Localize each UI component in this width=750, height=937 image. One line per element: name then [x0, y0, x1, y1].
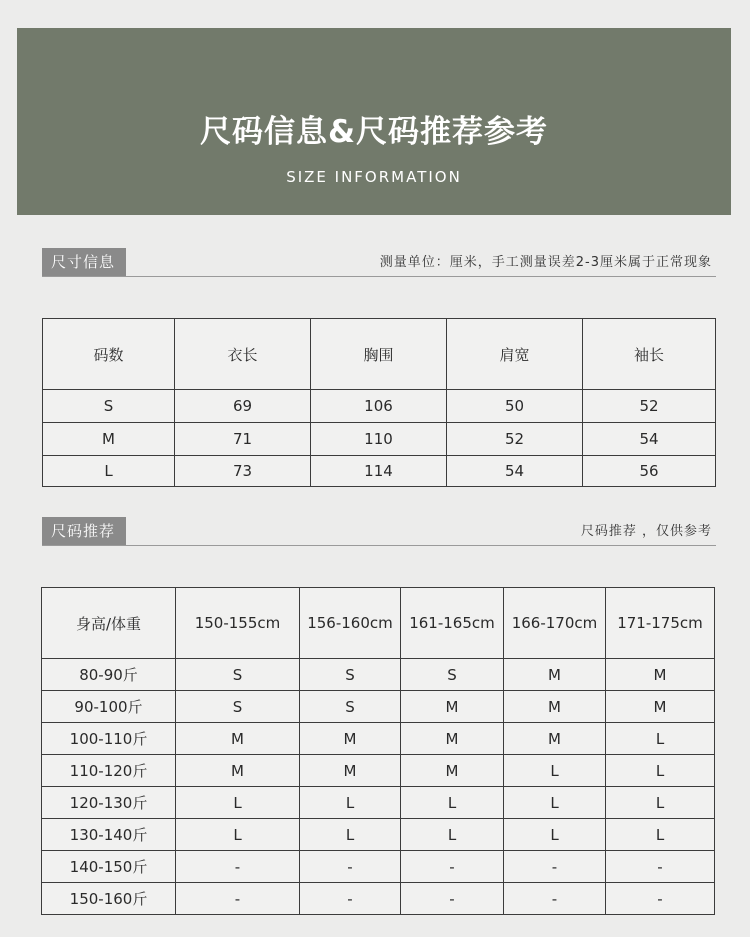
size-info-table [42, 318, 716, 487]
table-cell: 54 [583, 423, 716, 456]
table-cell: - [300, 851, 401, 883]
table-row [42, 659, 715, 691]
table-row [42, 883, 715, 915]
table-cell: 114 [311, 456, 447, 487]
table-cell: S [300, 691, 401, 723]
row-header-cell: 100-110斤 [42, 723, 176, 755]
size-recommend-section-header [42, 517, 716, 546]
table-cell: L [43, 456, 175, 487]
header-cell: 156-160cm [300, 588, 401, 659]
table-cell: - [606, 851, 715, 883]
row-header-cell: 130-140斤 [42, 819, 176, 851]
table-cell: L [401, 819, 504, 851]
size-recommend-tag: 尺码推荐 [42, 517, 126, 545]
table-cell: L [504, 755, 606, 787]
table-cell: - [300, 883, 401, 915]
header-cell: 166-170cm [504, 588, 606, 659]
table-cell: L [504, 819, 606, 851]
table-cell: L [401, 787, 504, 819]
table-cell: M [300, 723, 401, 755]
header-cell: 袖长 [583, 319, 716, 390]
header-cell: 胸围 [311, 319, 447, 390]
table-cell: L [176, 787, 300, 819]
table-cell: L [606, 723, 715, 755]
table-cell: - [401, 883, 504, 915]
table-row [43, 423, 716, 456]
table-header-row [42, 588, 715, 659]
table-cell: - [504, 883, 606, 915]
table-cell: L [176, 819, 300, 851]
table-cell: M [504, 659, 606, 691]
table-cell: S [43, 390, 175, 423]
table-cell: L [606, 755, 715, 787]
table-cell: M [401, 691, 504, 723]
banner-title: 尺码信息&尺码推荐参考 [199, 114, 549, 150]
table-cell: M [606, 691, 715, 723]
header-cell: 码数 [43, 319, 175, 390]
banner-subtitle: SIZE INFORMATION [286, 168, 462, 186]
size-recommend-note: 尺码推荐 ，仅供参考 [580, 524, 712, 539]
table-cell: M [176, 755, 300, 787]
table-cell: 56 [583, 456, 716, 487]
table-cell: 69 [175, 390, 311, 423]
table-cell: L [300, 787, 401, 819]
header-cell: 身高/体重 [42, 588, 176, 659]
table-cell: S [401, 659, 504, 691]
table-cell: M [300, 755, 401, 787]
header-banner [17, 28, 731, 215]
table-row [43, 456, 716, 487]
header-cell: 161-165cm [401, 588, 504, 659]
header-cell: 衣长 [175, 319, 311, 390]
row-header-cell: 150-160斤 [42, 883, 176, 915]
row-header-cell: 110-120斤 [42, 755, 176, 787]
table-cell: 73 [175, 456, 311, 487]
table-cell: M [504, 691, 606, 723]
header-cell: 171-175cm [606, 588, 715, 659]
table-row [43, 390, 716, 423]
table-cell: 50 [447, 390, 583, 423]
size-info-tag: 尺寸信息 [42, 248, 126, 276]
table-row [42, 723, 715, 755]
table-cell: M [43, 423, 175, 456]
table-cell: L [606, 819, 715, 851]
table-row [42, 851, 715, 883]
table-cell: M [504, 723, 606, 755]
table-cell: - [401, 851, 504, 883]
size-info-section-header [42, 248, 716, 277]
table-cell: L [300, 819, 401, 851]
table-cell: 52 [447, 423, 583, 456]
table-cell: M [606, 659, 715, 691]
row-header-cell: 80-90斤 [42, 659, 176, 691]
header-cell: 150-155cm [176, 588, 300, 659]
table-cell: - [176, 883, 300, 915]
table-cell: S [300, 659, 401, 691]
table-cell: M [401, 723, 504, 755]
table-cell: S [176, 691, 300, 723]
size-recommend-table [41, 587, 715, 915]
table-header-row [43, 319, 716, 390]
table-row [42, 787, 715, 819]
table-cell: - [504, 851, 606, 883]
table-cell: - [176, 851, 300, 883]
header-cell: 肩宽 [447, 319, 583, 390]
table-cell: L [606, 787, 715, 819]
table-cell: 52 [583, 390, 716, 423]
table-cell: 54 [447, 456, 583, 487]
row-header-cell: 140-150斤 [42, 851, 176, 883]
table-row [42, 819, 715, 851]
size-info-note: 测量单位：厘米，手工测量误差2-3厘米属于正常现象 [379, 255, 712, 270]
table-cell: 71 [175, 423, 311, 456]
table-cell: 106 [311, 390, 447, 423]
table-cell: M [401, 755, 504, 787]
row-header-cell: 120-130斤 [42, 787, 176, 819]
table-row [42, 691, 715, 723]
table-cell: L [504, 787, 606, 819]
table-cell: M [176, 723, 300, 755]
table-cell: - [606, 883, 715, 915]
row-header-cell: 90-100斤 [42, 691, 176, 723]
table-cell: S [176, 659, 300, 691]
table-row [42, 755, 715, 787]
table-cell: 110 [311, 423, 447, 456]
